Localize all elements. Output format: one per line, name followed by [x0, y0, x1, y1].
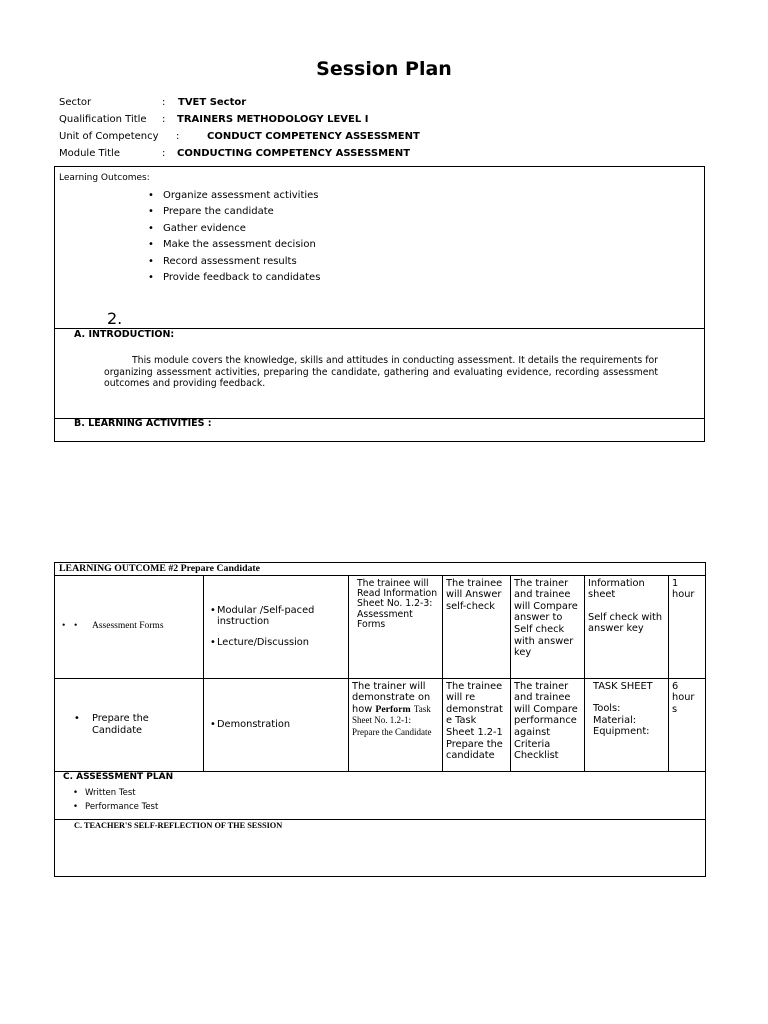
meta-value-qualification: TRAINERS METHODOLOGY LEVEL I: [177, 114, 369, 125]
assessment-plan-heading: C. ASSESSMENT PLAN: [63, 771, 174, 782]
resource-item: Information sheet: [588, 577, 645, 601]
content-cell: [55, 678, 204, 771]
meta-label-sector: Sector: [59, 97, 92, 108]
meta-colon: :: [176, 131, 180, 142]
resources-cell: [585, 678, 669, 771]
time-cell: 1 hour: [669, 575, 706, 678]
practice-cell: The trainee will re demonstrat e Task Sheet 1.2-1 Prepare the candidate: [443, 678, 511, 771]
meta-colon: :: [162, 114, 166, 125]
assessment-plan-list: [63, 786, 705, 814]
table-heading: LEARNING OUTCOME #2 Prepare Candidate: [55, 563, 706, 576]
methods-cell: [204, 575, 349, 678]
content-text: • • Assessment Forms: [58, 621, 200, 633]
resource-item: Self check with answer key: [588, 611, 663, 635]
list-item: • Prepare the candidate: [148, 204, 320, 220]
meta-label-unit: Unit of Competency: [59, 131, 159, 142]
feedback-cell: The trainer and trainee will Compare answer to Self check with answer key: [511, 575, 585, 678]
method-label: Lecture/Discussion: [217, 636, 309, 648]
introduction-heading: A. INTRODUCTION:: [74, 329, 175, 340]
resource-heading: TASK SHEET: [593, 680, 653, 692]
presentation-cell: The trainee will Read Information Sheet No. 1.2-3: Assessment Forms: [349, 575, 443, 678]
method-item: • Modular /Self-paced instruction: [210, 604, 315, 628]
meta-colon: :: [162, 97, 166, 108]
meta-value-sector: TVET Sector: [178, 97, 247, 108]
table-row: [55, 678, 706, 771]
meta-value-unit: CONDUCT COMPETENCY ASSESSMENT: [207, 131, 420, 142]
presentation-cell: [349, 678, 443, 771]
resource-item: Equipment:: [593, 726, 650, 738]
assessment-plan-row: [55, 771, 706, 819]
list-item: • Gather evidence: [148, 221, 320, 237]
method-item: • Demonstration: [210, 718, 291, 730]
list-item: • Written Test: [63, 786, 705, 800]
meta-label-qualification: Qualification Title: [59, 114, 147, 125]
presentation-serif: Task Sheet No. 1.2-1: Prepare the Candidate: [352, 703, 432, 737]
learning-outcome-table: [54, 562, 706, 877]
method-label: Demonstration: [217, 718, 291, 730]
page-title: Session Plan: [316, 58, 452, 80]
list-number: 2.: [107, 309, 123, 328]
method-item: • Lecture/Discussion: [210, 636, 309, 648]
resources-cell: [585, 575, 669, 678]
resource-item: Material:: [593, 714, 637, 726]
presentation-text: The trainer will demonstrate on how: [352, 680, 431, 715]
practice-cell: The trainee will Answer self-check: [443, 575, 511, 678]
method-label: Modular /Self-paced instruction: [217, 604, 315, 628]
meta-label-module: Module Title: [59, 148, 120, 159]
meta-colon: :: [162, 148, 166, 159]
list-item: • Provide feedback to candidates: [148, 270, 320, 286]
time-cell: 6 hour s: [669, 678, 706, 771]
list-item: • Performance Test: [63, 800, 705, 814]
list-item: • Make the assessment decision: [148, 237, 320, 253]
reflection-heading: C. TEACHER'S SELF-REFLECTION OF THE SESSION: [74, 820, 283, 830]
reflection-row: [55, 819, 706, 876]
content-cell: [55, 575, 204, 678]
methods-cell: [204, 678, 349, 771]
reflection-cell: [55, 819, 706, 876]
content-label: Prepare the Candidate: [92, 713, 149, 736]
learning-outcomes-label: Learning Outcomes:: [59, 173, 150, 183]
content-label: Assessment Forms: [92, 620, 164, 631]
resource-item: Tools:: [593, 703, 621, 715]
feedback-cell: The trainer and trainee will Compare performance against Criteria Checklist: [511, 678, 585, 771]
assessment-plan-cell: [55, 771, 706, 819]
meta-value-module: CONDUCTING COMPETENCY ASSESSMENT: [177, 148, 411, 159]
presentation-bold: Perform: [375, 703, 411, 715]
learning-outcomes-list: [148, 188, 320, 286]
table-row: [55, 575, 706, 678]
list-item: • Record assessment results: [148, 254, 320, 270]
introduction-text: This module covers the knowledge, skills and attitudes in conducting assessment. It details the requirements for organizing assessment activities, preparing the candidate, gathering and evaluating evidence, recording assessment outcomes and providing feedback.: [104, 355, 658, 389]
learning-activities-heading: B. LEARNING ACTIVITIES :: [74, 418, 212, 429]
content-text: • Prepare the Candidate: [74, 713, 149, 736]
list-item: • Organize assessment activities: [148, 188, 320, 204]
